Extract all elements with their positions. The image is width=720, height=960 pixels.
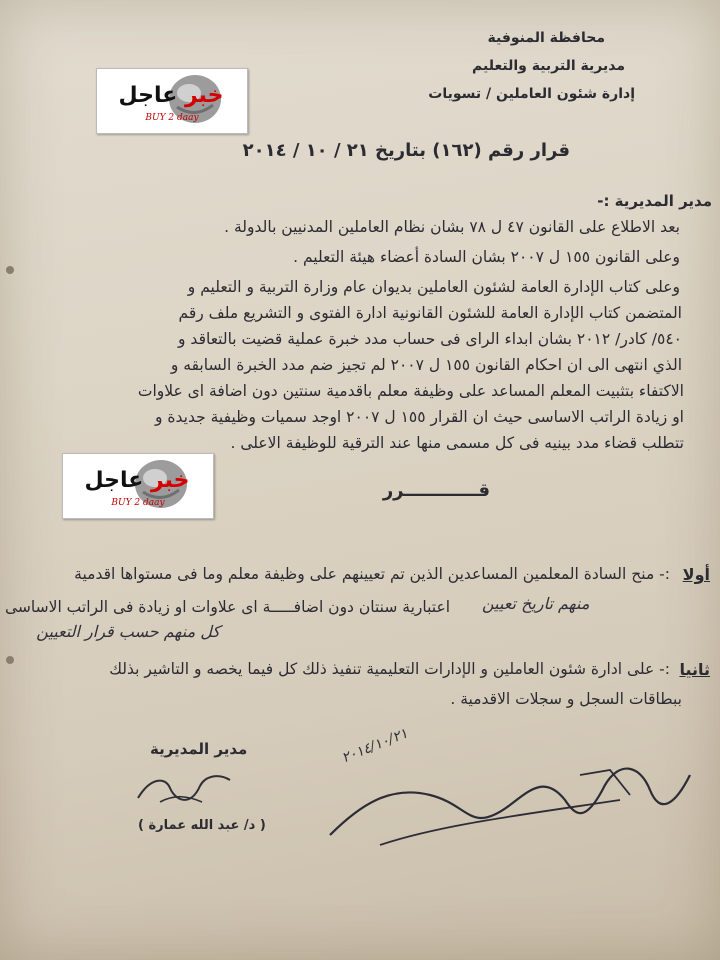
logo-brand-arabic	[67, 468, 207, 493]
signature-title: مدير المديرية	[150, 740, 248, 758]
logo-brand-part2: عاجل	[84, 468, 144, 493]
initials-signature	[130, 758, 240, 818]
site-logo-top	[96, 68, 248, 134]
article-second-label: ثانيا	[679, 660, 710, 679]
preamble-line-4: المتضمن كتاب الإدارة العامة للشئون القانونية ادارة الفتوى و التشريع ملف رقم	[178, 304, 682, 322]
header-directorate: مديرية التربية والتعليم	[472, 58, 625, 74]
logo-brand-arabic	[101, 83, 241, 108]
preamble-line-1: بعد الاطلاع على القانون ٤٧ ل ٧٨ بشان نظام العاملين المدنيين بالدولة .	[224, 218, 680, 236]
preamble-line-9: تتطلب قضاء مدد بينيه فى كل مسمى منها عند الترقية للوظيفة الاعلى .	[230, 434, 684, 452]
article-first-line-2: اعتبارية سنتان دون اضافـــــة اى علاوات او زيادة فى الراتب الاساسى	[4, 598, 450, 616]
article-first-label: أولا	[682, 565, 710, 584]
site-logo-middle	[62, 453, 214, 519]
addressee: مدير المديرية :-	[597, 192, 712, 210]
article-first-handwritten-line: كل منهم حسب قرار التعيين	[36, 622, 220, 641]
header-department: إدارة شئون العاملين / تسويات	[428, 86, 635, 102]
preamble-line-7: الاكتفاء بتثبيت المعلم المساعد على وظيفة معلم باقدمية سنتين دون اضافة اى علاوات	[137, 382, 684, 400]
decision-title: قرار رقم (١٦٢) بتاريخ ٢١ / ١٠ / ٢٠١٤	[242, 140, 570, 161]
logo-brand-part1: خبر	[150, 468, 190, 493]
logo-brand-part1: خبر	[184, 83, 224, 108]
article-first-line-1: :- منح السادة المعلمين المساعدين الذين تم تعيينهم على وظيفة معلم وما فى مستواها اقدمية	[74, 565, 670, 583]
article-second-line-2: ببطاقات السجل و سجلات الاقدمية .	[450, 690, 682, 708]
logo-brand-part2: عاجل	[118, 83, 178, 108]
signature-name: ( د/ عبد الله عمارة )	[138, 818, 266, 833]
preamble-line-6: الذي انتهى الى ان احكام القانون ١٥٥ ل ٢٠٠٧ لم تجيز ضم مدد الخبرة السابقه و	[170, 356, 682, 374]
header-governorate: محافظة المنوفية	[487, 30, 605, 46]
logo-brand-english: BUY 2 daay	[145, 113, 199, 123]
binder-holes	[2, 0, 22, 960]
decides-heading: قــــــــــــرر	[382, 480, 490, 501]
signature-handwritten-date: ٢٠١٤/١٠/٢١	[339, 725, 411, 767]
article-first-handwritten-end: منهم تاريخ تعيين	[482, 594, 590, 613]
preamble-line-3: وعلى كتاب الإدارة العامة لشئون العاملين بديوان عام وزارة التربية و التعليم و	[187, 278, 680, 296]
preamble-line-2: وعلى القانون ١٥٥ ل ٢٠٠٧ بشان السادة أعضاء هيئة التعليم .	[293, 248, 680, 266]
preamble-line-5: ٥٤٠/ كادر/ ٢٠١٢ بشان ابداء الراى فى حساب مدد خبرة عملية قضيت بالتعاقد و	[178, 330, 682, 348]
preamble-line-8: او زيادة الراتب الاساسى حيث ان القرار ١٥٥ ل ٢٠٠٧ اوجد سميات وظيفية جديدة و	[154, 408, 684, 426]
logo-brand-english: BUY 2 daay	[111, 498, 165, 508]
main-signature	[320, 745, 700, 855]
article-second-line-1: :- على ادارة شئون العاملين و الإدارات التعليمية تنفيذ ذلك كل فيما يخصه و التاشير بذلك	[109, 660, 670, 678]
